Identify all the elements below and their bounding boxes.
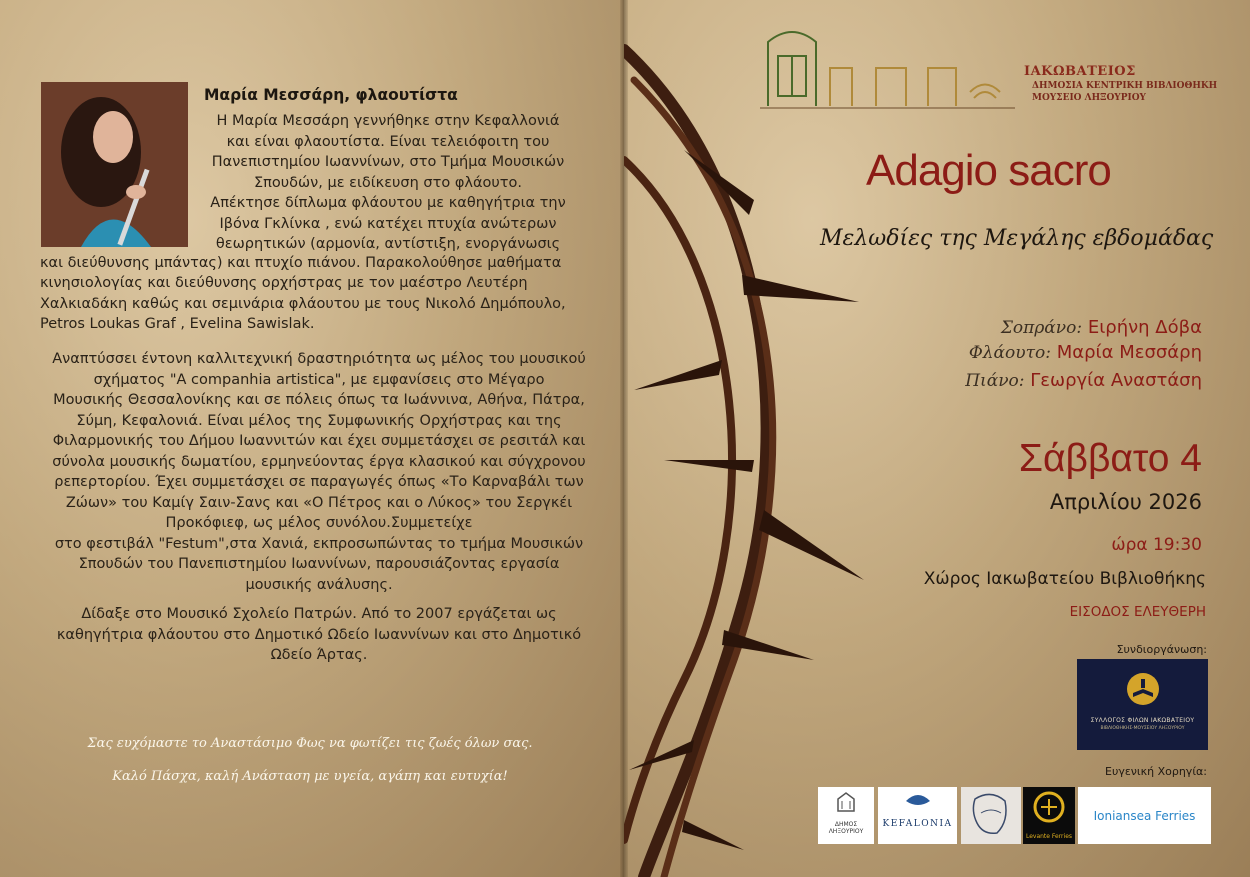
bio-line: Ωδείο Άρτας. [270,647,368,663]
bio-line: Σύμη, Κεφαλονιά. Είναι μέλος της Συμφωνικής Ορχήστρας και της [76,412,562,429]
bio-line: Δίδαξε στο Μουσικό Σχολείο Πατρών. Από το 2007 εργάζεται ως [81,606,557,622]
bio-line: Ιβόνα Γκλίνκα , ενώ κατέχει πτυχία ανώτερων [219,215,557,232]
bio-line: Petros Loukas Graf , Evelina Sawislak. [40,316,315,332]
sponsor-name: KEFALONIA [882,819,953,829]
performer-name: Ειρήνη Δόβα [1087,317,1202,338]
concert-subtitle: Μελωδίες της Μεγάλης εβδομάδας [820,226,1214,251]
bio-line: σύνολα μουσικής δωματίου, ερμηνεύοντας έργα κλασικού και σύγχρονου [52,453,586,470]
sponsor-municipality-logo [818,787,874,844]
library-subtitle-1: ΔΗΜΟΣΙΑ ΚΕΝΤΡΙΚΗ ΒΙΒΛΙΟΘΗΚΗ [1032,81,1218,91]
bio-line: Μουσικής Θεσσαλονίκης και σε πόλεις όπως τα Ιωάννινα, Αθήνα, Πάτρα, [53,392,585,408]
co-organization-label: Συνδιοργάνωση: [1116,643,1207,656]
bio-line: Σπουδών του Πανεπιστημίου Ιωαννίνων, παρουσιάζοντας εργασία [78,556,560,572]
bio-line: σχήματος "A companhia artistica", με εμφανίσεις στο Μέγαρο [93,371,545,388]
bio-line: Φιλαρμονικής του Δήμου Ιωαννιτών και έχει συμμετάσχει σε ρεσιτάλ και [52,433,586,449]
library-name: ΙΑΚΩΒΑΤΕΙΟΣ [1024,64,1136,79]
bio-intro [196,111,580,255]
bio-paragraph-2 [34,349,604,595]
performer-piano [965,370,1202,391]
bio-line: καθηγήτρια φλάουτου στο Δημοτικό Ωδείο Ιωαννίνων και στο Δημοτικό [56,626,582,643]
sponsor-name: Levante Ferries [1025,833,1073,840]
bio-line: και είναι φλαουτίστα. Είναι τελειόφοιτη του [226,133,550,150]
association-name: ΣΥΛΛΟΓΟΣ ΦΙΛΩΝ ΙΑΚΩΒΑΤΕΙΟΥ [1090,717,1195,724]
book-lamp-icon [1125,671,1161,707]
sponsor-sketch-logo [961,787,1021,844]
performer-name: Μαρία Μεσσάρη [1056,342,1202,363]
bio-line: ρεπερτορίου. Έχει συμμετάσχει σε παραγωγές όπως «Το Καρναβάλι των [54,474,584,490]
bio-paragraph-1 [40,273,600,335]
sponsor-levante-logo [1023,787,1075,844]
bio-line: Προκόφιεφ, ως μέλος συνόλου.Συμμετείχε [165,515,473,531]
bio-line: Σπουδών, με ειδίκευση στο φλάουτο. [253,174,523,191]
bio-line: στο φεστιβάλ "Festum",στα Χανιά, εκπροσωπώντας το τμήμα Μουσικών [54,535,584,552]
bio-line: Χαλκιαδάκη καθώς και σεμινάρια φλάουτου με τους Νικολό Δημόπουλο, [40,295,566,312]
bio-line: Πανεπιστημίου Ιωαννίνων, στο Τμήμα Μουσικών [211,154,565,170]
concert-title: Adagio sacro [866,146,1111,195]
event-date-day: Σάββατο 4 [1018,437,1202,480]
event-venue: Χώρος Ιακωβατείου Βιβλιοθήκης [923,569,1206,589]
portrait-photo [41,82,188,247]
bio-continuation: και διεύθυνσης μπάντας) και πτυχίο πιάνου. Παρακολούθησε μαθήματα [40,255,562,271]
free-entry-label: ΕΙΣΟΔΟΣ ΕΛΕΥΘΕΡΗ [1069,604,1206,620]
bio-line: θεωρητικών (αρμονία, αντίστιξη, ενοργάνωσις [215,236,561,252]
association-subtitle: ΒΙΒΛΙΟΘΗΚΗΣ-ΜΟΥΣΕΙΟΥ ΛΗΞΟΥΡΙΟΥ [1100,726,1185,731]
bio-line: Αναπτύσσει έντονη καλλιτεχνική δραστηριότητα ως μέλος του μουσικού [52,351,586,367]
performer-role: Φλάουτο: [968,343,1051,363]
library-subtitle-2: ΜΟΥΣΕΙΟ ΛΗΞΟΥΡΙΟΥ [1032,93,1146,103]
library-building-logo [760,22,1015,112]
performer-name: Γεωργία Αναστάση [1030,370,1202,391]
fish-icon [878,787,957,811]
sponsor-name: Ioniansea Ferries [1093,809,1196,823]
performer-role: Σοπράνο: [1000,318,1083,338]
bio-line: Απέκτησε δίπλωμα φλάουτου με καθηγήτρια την [210,195,566,211]
easter-wish-2: Καλό Πάσχα, καλή Ανάσταση με υγεία, αγάπη και ευτυχία! [112,769,508,784]
sponsor-name: ΔΗΜΟΣ ΛΗΞΟΥΡΙΟΥ [828,821,864,835]
crown-of-thorns-image [624,40,884,877]
bio-line: Ζώων» του Καμίγ Σαιν-Σανς και «Ο Πέτρος και ο Λύκος» του Σεργκέι [65,494,573,511]
bio-line: Η Μαρία Μεσσάρη γεννήθηκε στην Κεφαλλονιά [216,113,560,129]
performer-soprano [1001,317,1202,338]
bio-title: Μαρία Μεσσάρη, φλαουτίστα [204,86,458,104]
performer-flute [969,342,1202,363]
easter-wish-1: Σας ευχόμαστε το Αναστάσιμο Φως να φωτίζει τις ζωές όλων σας. [87,736,533,751]
performer-role: Πιάνο: [965,371,1025,391]
event-time: ώρα 19:30 [1111,535,1202,555]
compass-icon [1023,787,1075,827]
building-icon [818,787,874,817]
bio-line: μουσικής ανάλυσης. [245,576,393,593]
association-logo [1077,659,1208,750]
sponsorship-label: Ευγενική Χορηγία: [1105,765,1207,778]
sketch-portrait-icon [961,787,1021,844]
event-date-month: Απριλίου 2026 [1049,490,1202,514]
sponsor-ionian-logo [1078,787,1211,844]
sponsor-kefalonia-logo [878,787,957,844]
bio-line: κινησιολογίας και διεύθυνσης ορχήστρας με τον μαέστρο Λευτέρη [40,275,528,291]
bio-paragraph-3 [34,604,604,666]
